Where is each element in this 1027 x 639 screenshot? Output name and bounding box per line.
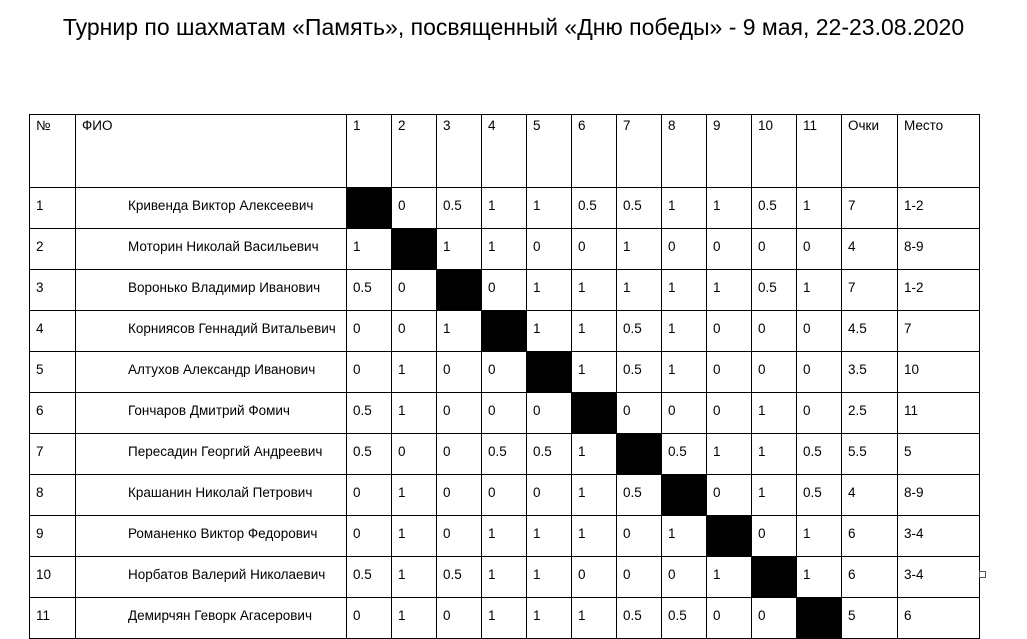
result-cell: 1 <box>437 311 482 352</box>
player-name: Норбатов Валерий Николаевич <box>76 557 347 598</box>
result-cell: 1 <box>437 229 482 270</box>
player-name: Гончаров Дмитрий Фомич <box>76 393 347 434</box>
result-cell: 0 <box>797 393 842 434</box>
result-cell: 0 <box>527 229 572 270</box>
result-cell: 0 <box>572 557 617 598</box>
points-cell: 4.5 <box>842 311 898 352</box>
result-cell: 1 <box>482 598 527 639</box>
place-cell: 7 <box>898 311 980 352</box>
table-row <box>30 229 980 270</box>
result-cell: 0 <box>572 229 617 270</box>
result-cell: 0.5 <box>572 188 617 229</box>
result-cell: 0.5 <box>617 311 662 352</box>
diagonal-cell <box>527 352 572 393</box>
points-cell: 7 <box>842 270 898 311</box>
place-cell: 8-9 <box>898 229 980 270</box>
result-cell: 0 <box>662 557 707 598</box>
page-corner-marker <box>979 571 986 578</box>
result-cell: 0 <box>347 311 392 352</box>
result-cell: 0 <box>437 516 482 557</box>
result-cell: 1 <box>482 188 527 229</box>
result-cell: 0 <box>662 393 707 434</box>
player-number: 8 <box>30 475 76 516</box>
player-name: Алтухов Александр Иванович <box>76 352 347 393</box>
result-cell: 0 <box>707 475 752 516</box>
points-cell: 4 <box>842 475 898 516</box>
result-cell: 1 <box>527 270 572 311</box>
result-cell: 0.5 <box>347 393 392 434</box>
document-title: Турнир по шахматам «Память», посвященный «Дню победы» - 9 мая, 22-23.08.2020 <box>62 14 965 40</box>
result-cell: 1 <box>527 311 572 352</box>
table-row <box>30 598 980 639</box>
player-name: Пересадин Георгий Андреевич <box>76 434 347 475</box>
table-body <box>30 188 980 639</box>
header-opponent-4: 4 <box>482 115 527 188</box>
diagonal-cell <box>347 188 392 229</box>
result-cell: 1 <box>662 270 707 311</box>
tournament-table <box>29 114 980 639</box>
result-cell: 1 <box>482 516 527 557</box>
result-cell: 1 <box>527 188 572 229</box>
result-cell: 1 <box>752 393 797 434</box>
result-cell: 0 <box>347 352 392 393</box>
result-cell: 1 <box>392 516 437 557</box>
result-cell: 0 <box>347 516 392 557</box>
header-opponent-3: 3 <box>437 115 482 188</box>
table-row <box>30 393 980 434</box>
result-cell: 0.5 <box>437 188 482 229</box>
result-cell: 1 <box>392 352 437 393</box>
table-header-row <box>30 115 980 188</box>
result-cell: 0.5 <box>527 434 572 475</box>
table-row <box>30 557 980 598</box>
result-cell: 1 <box>752 475 797 516</box>
result-cell: 1 <box>797 516 842 557</box>
result-cell: 1 <box>797 270 842 311</box>
result-cell: 1 <box>527 598 572 639</box>
player-name: Кривенда Виктор Алексеевич <box>76 188 347 229</box>
result-cell: 0 <box>482 270 527 311</box>
result-cell: 0.5 <box>347 557 392 598</box>
result-cell: 0 <box>437 352 482 393</box>
result-cell: 1 <box>572 270 617 311</box>
result-cell: 1 <box>347 229 392 270</box>
result-cell: 0 <box>482 393 527 434</box>
table-row <box>30 352 980 393</box>
result-cell: 1 <box>707 557 752 598</box>
result-cell: 1 <box>797 557 842 598</box>
points-cell: 5.5 <box>842 434 898 475</box>
result-cell: 0.5 <box>752 270 797 311</box>
player-number: 6 <box>30 393 76 434</box>
player-number: 1 <box>30 188 76 229</box>
result-cell: 0.5 <box>662 434 707 475</box>
table-row <box>30 516 980 557</box>
result-cell: 1 <box>572 311 617 352</box>
result-cell: 0 <box>437 434 482 475</box>
result-cell: 1 <box>572 598 617 639</box>
place-cell: 6 <box>898 598 980 639</box>
result-cell: 0 <box>707 598 752 639</box>
place-cell: 1-2 <box>898 188 980 229</box>
diagonal-cell <box>572 393 617 434</box>
result-cell: 1 <box>572 475 617 516</box>
player-number: 10 <box>30 557 76 598</box>
result-cell: 1 <box>527 557 572 598</box>
result-cell: 0 <box>707 393 752 434</box>
header-opponent-8: 8 <box>662 115 707 188</box>
result-cell: 0.5 <box>347 434 392 475</box>
result-cell: 0 <box>797 352 842 393</box>
player-name: Воронько Владимир Иванович <box>76 270 347 311</box>
result-cell: 0 <box>392 434 437 475</box>
result-cell: 0.5 <box>617 188 662 229</box>
result-cell: 0 <box>797 311 842 352</box>
result-cell: 0.5 <box>347 270 392 311</box>
result-cell: 0 <box>752 352 797 393</box>
place-cell: 3-4 <box>898 557 980 598</box>
result-cell: 0 <box>482 475 527 516</box>
player-number: 11 <box>30 598 76 639</box>
header-opponent-2: 2 <box>392 115 437 188</box>
table-row <box>30 475 980 516</box>
result-cell: 1 <box>752 434 797 475</box>
result-cell: 1 <box>617 229 662 270</box>
player-number: 3 <box>30 270 76 311</box>
points-cell: 2.5 <box>842 393 898 434</box>
player-name: Крашанин Николай Петрович <box>76 475 347 516</box>
result-cell: 0.5 <box>437 557 482 598</box>
diagonal-cell <box>707 516 752 557</box>
header-number: № <box>30 115 76 188</box>
points-cell: 6 <box>842 557 898 598</box>
result-cell: 0 <box>437 393 482 434</box>
header-place: Место <box>898 115 980 188</box>
player-number: 9 <box>30 516 76 557</box>
points-cell: 6 <box>842 516 898 557</box>
result-cell: 0.5 <box>482 434 527 475</box>
points-cell: 3.5 <box>842 352 898 393</box>
points-cell: 5 <box>842 598 898 639</box>
result-cell: 0 <box>482 352 527 393</box>
result-cell: 1 <box>662 188 707 229</box>
result-cell: 0 <box>392 270 437 311</box>
result-cell: 0 <box>752 229 797 270</box>
place-cell: 11 <box>898 393 980 434</box>
result-cell: 1 <box>392 393 437 434</box>
result-cell: 0 <box>752 311 797 352</box>
header-opponent-11: 11 <box>797 115 842 188</box>
result-cell: 0.5 <box>662 598 707 639</box>
points-cell: 4 <box>842 229 898 270</box>
result-cell: 1 <box>392 598 437 639</box>
player-number: 2 <box>30 229 76 270</box>
diagonal-cell <box>482 311 527 352</box>
diagonal-cell <box>662 475 707 516</box>
player-name: Романенко Виктор Федорович <box>76 516 347 557</box>
result-cell: 0.5 <box>617 598 662 639</box>
diagonal-cell <box>752 557 797 598</box>
result-cell: 0 <box>707 229 752 270</box>
result-cell: 1 <box>617 270 662 311</box>
place-cell: 5 <box>898 434 980 475</box>
table-row <box>30 270 980 311</box>
result-cell: 0 <box>347 475 392 516</box>
result-cell: 1 <box>797 188 842 229</box>
player-number: 7 <box>30 434 76 475</box>
result-cell: 1 <box>707 270 752 311</box>
result-cell: 1 <box>662 516 707 557</box>
result-cell: 0 <box>437 475 482 516</box>
diagonal-cell <box>797 598 842 639</box>
place-cell: 3-4 <box>898 516 980 557</box>
result-cell: 0 <box>527 475 572 516</box>
result-cell: 1 <box>662 352 707 393</box>
result-cell: 0.5 <box>617 352 662 393</box>
result-cell: 0 <box>707 352 752 393</box>
player-name: Демирчян Геворк Агасерович <box>76 598 347 639</box>
table-row <box>30 311 980 352</box>
header-opponent-6: 6 <box>572 115 617 188</box>
result-cell: 1 <box>392 557 437 598</box>
result-cell: 1 <box>527 516 572 557</box>
result-cell: 0 <box>617 393 662 434</box>
diagonal-cell <box>617 434 662 475</box>
result-cell: 1 <box>707 188 752 229</box>
result-cell: 0 <box>707 311 752 352</box>
result-cell: 0 <box>752 516 797 557</box>
result-cell: 1 <box>482 557 527 598</box>
result-cell: 1 <box>572 434 617 475</box>
result-cell: 1 <box>572 352 617 393</box>
result-cell: 0 <box>347 598 392 639</box>
result-cell: 1 <box>392 475 437 516</box>
result-cell: 1 <box>482 229 527 270</box>
table-row <box>30 434 980 475</box>
result-cell: 0 <box>797 229 842 270</box>
result-cell: 0.5 <box>617 475 662 516</box>
player-number: 5 <box>30 352 76 393</box>
result-cell: 0 <box>392 188 437 229</box>
result-cell: 0 <box>617 516 662 557</box>
result-cell: 0 <box>392 311 437 352</box>
diagonal-cell <box>437 270 482 311</box>
result-cell: 0.5 <box>797 434 842 475</box>
header-name: ФИО <box>76 115 347 188</box>
header-opponent-5: 5 <box>527 115 572 188</box>
header-opponent-9: 9 <box>707 115 752 188</box>
result-cell: 1 <box>707 434 752 475</box>
diagonal-cell <box>392 229 437 270</box>
place-cell: 1-2 <box>898 270 980 311</box>
header-points: Очки <box>842 115 898 188</box>
result-cell: 0.5 <box>752 188 797 229</box>
player-name: Корниясов Геннадий Витальевич <box>76 311 347 352</box>
place-cell: 8-9 <box>898 475 980 516</box>
player-name: Моторин Николай Васильевич <box>76 229 347 270</box>
result-cell: 1 <box>662 311 707 352</box>
header-opponent-10: 10 <box>752 115 797 188</box>
result-cell: 0 <box>437 598 482 639</box>
points-cell: 7 <box>842 188 898 229</box>
result-cell: 0 <box>662 229 707 270</box>
result-cell: 1 <box>572 516 617 557</box>
result-cell: 0 <box>527 393 572 434</box>
result-cell: 0 <box>752 598 797 639</box>
table-row <box>30 188 980 229</box>
header-opponent-1: 1 <box>347 115 392 188</box>
result-cell: 0 <box>617 557 662 598</box>
place-cell: 10 <box>898 352 980 393</box>
result-cell: 0.5 <box>797 475 842 516</box>
player-number: 4 <box>30 311 76 352</box>
header-opponent-7: 7 <box>617 115 662 188</box>
